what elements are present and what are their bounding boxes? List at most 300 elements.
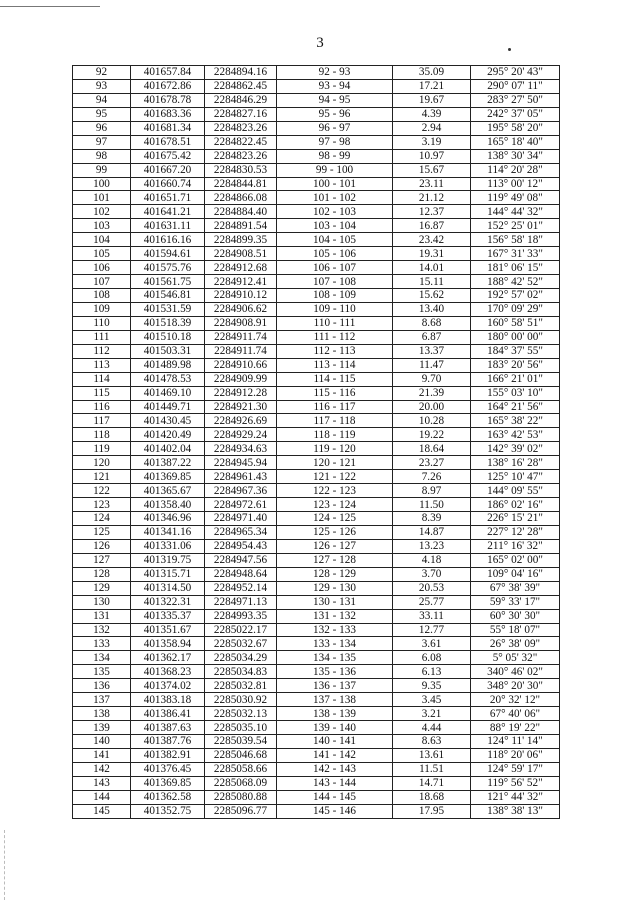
- y-coordinate-cell: 2285035.10: [205, 721, 277, 735]
- point-number-cell: 102: [73, 205, 131, 219]
- point-number-cell: 121: [73, 470, 131, 484]
- bearing-cell: 5° 05' 32": [471, 651, 560, 665]
- x-coordinate-cell: 401546.81: [131, 289, 205, 303]
- x-coordinate-cell: 401678.51: [131, 135, 205, 149]
- segment-cell: 103 - 104: [277, 219, 393, 233]
- x-coordinate-cell: 401382.91: [131, 748, 205, 762]
- table-row: [73, 205, 560, 219]
- point-number-cell: 143: [73, 776, 131, 790]
- length-cell: 6.08: [393, 651, 471, 665]
- point-number-cell: 109: [73, 302, 131, 316]
- segment-cell: 107 - 108: [277, 275, 393, 289]
- bearing-cell: 109° 04' 16": [471, 567, 560, 581]
- y-coordinate-cell: 2284827.16: [205, 107, 277, 121]
- point-number-cell: 110: [73, 316, 131, 330]
- bearing-cell: 118° 20' 06": [471, 748, 560, 762]
- bearing-cell: 164° 21' 56": [471, 400, 560, 414]
- table-row: [73, 581, 560, 595]
- table-row: [73, 665, 560, 679]
- segment-cell: 130 - 131: [277, 595, 393, 609]
- x-coordinate-cell: 401331.06: [131, 539, 205, 553]
- point-number-cell: 145: [73, 804, 131, 818]
- table-row: [73, 121, 560, 135]
- bearing-cell: 20° 32' 12": [471, 693, 560, 707]
- segment-cell: 119 - 120: [277, 442, 393, 456]
- point-number-cell: 138: [73, 707, 131, 721]
- length-cell: 14.71: [393, 776, 471, 790]
- segment-cell: 94 - 95: [277, 93, 393, 107]
- y-coordinate-cell: 2284862.45: [205, 79, 277, 93]
- x-coordinate-cell: 401402.04: [131, 442, 205, 456]
- x-coordinate-cell: 401319.75: [131, 553, 205, 567]
- point-number-cell: 103: [73, 219, 131, 233]
- segment-cell: 123 - 124: [277, 498, 393, 512]
- table-row: [73, 93, 560, 107]
- length-cell: 8.39: [393, 512, 471, 526]
- x-coordinate-cell: 401641.21: [131, 205, 205, 219]
- table-row: [73, 219, 560, 233]
- length-cell: 33.11: [393, 609, 471, 623]
- table-row: [73, 107, 560, 121]
- segment-cell: 139 - 140: [277, 721, 393, 735]
- segment-cell: 122 - 123: [277, 484, 393, 498]
- x-coordinate-cell: 401374.02: [131, 679, 205, 693]
- point-number-cell: 136: [73, 679, 131, 693]
- table-row: [73, 679, 560, 693]
- point-number-cell: 92: [73, 66, 131, 80]
- length-cell: 16.87: [393, 219, 471, 233]
- y-coordinate-cell: 2284844.81: [205, 177, 277, 191]
- segment-cell: 110 - 111: [277, 316, 393, 330]
- bearing-cell: 55° 18' 07": [471, 623, 560, 637]
- segment-cell: 113 - 114: [277, 358, 393, 372]
- point-number-cell: 122: [73, 484, 131, 498]
- x-coordinate-cell: 401352.75: [131, 804, 205, 818]
- y-coordinate-cell: 2285058.66: [205, 762, 277, 776]
- x-coordinate-cell: 401383.18: [131, 693, 205, 707]
- table-row: [73, 470, 560, 484]
- bearing-cell: 167° 31' 33": [471, 247, 560, 261]
- segment-cell: 93 - 94: [277, 79, 393, 93]
- table-row: [73, 776, 560, 790]
- x-coordinate-cell: 401314.50: [131, 581, 205, 595]
- segment-cell: 112 - 113: [277, 344, 393, 358]
- table-row: [73, 498, 560, 512]
- bearing-cell: 155° 03' 10": [471, 386, 560, 400]
- bearing-cell: 340° 46' 02": [471, 665, 560, 679]
- x-coordinate-cell: 401503.31: [131, 344, 205, 358]
- length-cell: 3.70: [393, 567, 471, 581]
- point-number-cell: 114: [73, 372, 131, 386]
- y-coordinate-cell: 2285034.29: [205, 651, 277, 665]
- table-row: [73, 539, 560, 553]
- bearing-cell: 283° 27' 50": [471, 93, 560, 107]
- segment-cell: 101 - 102: [277, 191, 393, 205]
- y-coordinate-cell: 2284965.34: [205, 525, 277, 539]
- bearing-cell: 160° 58' 51": [471, 316, 560, 330]
- segment-cell: 114 - 115: [277, 372, 393, 386]
- point-number-cell: 113: [73, 358, 131, 372]
- x-coordinate-cell: 401681.34: [131, 121, 205, 135]
- x-coordinate-cell: 401531.59: [131, 302, 205, 316]
- point-number-cell: 129: [73, 581, 131, 595]
- x-coordinate-cell: 401341.16: [131, 525, 205, 539]
- table-row: [73, 609, 560, 623]
- table-row: [73, 428, 560, 442]
- bearing-cell: 119° 49' 08": [471, 191, 560, 205]
- table-row: [73, 316, 560, 330]
- point-number-cell: 97: [73, 135, 131, 149]
- point-number-cell: 124: [73, 512, 131, 526]
- bearing-cell: 184° 37' 55": [471, 344, 560, 358]
- table-row: [73, 721, 560, 735]
- bearing-cell: 211° 16' 32": [471, 539, 560, 553]
- y-coordinate-cell: 2284846.29: [205, 93, 277, 107]
- y-coordinate-cell: 2284891.54: [205, 219, 277, 233]
- bearing-cell: 165° 18' 40": [471, 135, 560, 149]
- x-coordinate-cell: 401387.22: [131, 456, 205, 470]
- y-coordinate-cell: 2284921.30: [205, 400, 277, 414]
- point-number-cell: 118: [73, 428, 131, 442]
- table-row: [73, 149, 560, 163]
- point-number-cell: 125: [73, 525, 131, 539]
- segment-cell: 111 - 112: [277, 330, 393, 344]
- bearing-cell: 156° 58' 18": [471, 233, 560, 247]
- bearing-cell: 124° 59' 17": [471, 762, 560, 776]
- y-coordinate-cell: 2284945.94: [205, 456, 277, 470]
- point-number-cell: 120: [73, 456, 131, 470]
- segment-cell: 137 - 138: [277, 693, 393, 707]
- length-cell: 11.50: [393, 498, 471, 512]
- point-number-cell: 132: [73, 623, 131, 637]
- y-coordinate-cell: 2285046.68: [205, 748, 277, 762]
- length-cell: 18.68: [393, 790, 471, 804]
- table-row: [73, 247, 560, 261]
- bearing-cell: 142° 39' 02": [471, 442, 560, 456]
- x-coordinate-cell: 401518.39: [131, 316, 205, 330]
- point-number-cell: 131: [73, 609, 131, 623]
- y-coordinate-cell: 2285030.92: [205, 693, 277, 707]
- bearing-cell: 192° 57' 02": [471, 289, 560, 303]
- y-coordinate-cell: 2284908.91: [205, 316, 277, 330]
- segment-cell: 99 - 100: [277, 163, 393, 177]
- point-number-cell: 133: [73, 637, 131, 651]
- point-number-cell: 134: [73, 651, 131, 665]
- y-coordinate-cell: 2285096.77: [205, 804, 277, 818]
- length-cell: 19.22: [393, 428, 471, 442]
- table-row: [73, 135, 560, 149]
- bearing-cell: 186° 02' 16": [471, 498, 560, 512]
- length-cell: 23.27: [393, 456, 471, 470]
- segment-cell: 131 - 132: [277, 609, 393, 623]
- x-coordinate-cell: 401449.71: [131, 400, 205, 414]
- bearing-cell: 26° 38' 09": [471, 637, 560, 651]
- x-coordinate-cell: 401358.94: [131, 637, 205, 651]
- bearing-cell: 183° 20' 56": [471, 358, 560, 372]
- table-row: [73, 637, 560, 651]
- table-row: [73, 302, 560, 316]
- y-coordinate-cell: 2284934.63: [205, 442, 277, 456]
- point-number-cell: 101: [73, 191, 131, 205]
- length-cell: 14.87: [393, 525, 471, 539]
- table-row: [73, 804, 560, 818]
- segment-cell: 100 - 101: [277, 177, 393, 191]
- coordinates-table: [72, 65, 560, 819]
- table-row: [73, 707, 560, 721]
- length-cell: 7.26: [393, 470, 471, 484]
- point-number-cell: 108: [73, 289, 131, 303]
- point-number-cell: 127: [73, 553, 131, 567]
- segment-cell: 98 - 99: [277, 149, 393, 163]
- segment-cell: 135 - 136: [277, 665, 393, 679]
- length-cell: 8.97: [393, 484, 471, 498]
- y-coordinate-cell: 2284884.40: [205, 205, 277, 219]
- bearing-cell: 348° 20' 30": [471, 679, 560, 693]
- margin-line: [4, 830, 5, 900]
- segment-cell: 136 - 137: [277, 679, 393, 693]
- segment-cell: 141 - 142: [277, 748, 393, 762]
- bearing-cell: 165° 02' 00": [471, 553, 560, 567]
- bearing-cell: 152° 25' 01": [471, 219, 560, 233]
- point-number-cell: 112: [73, 344, 131, 358]
- point-number-cell: 128: [73, 567, 131, 581]
- y-coordinate-cell: 2284823.26: [205, 149, 277, 163]
- point-number-cell: 130: [73, 595, 131, 609]
- y-coordinate-cell: 2284954.43: [205, 539, 277, 553]
- y-coordinate-cell: 2284899.35: [205, 233, 277, 247]
- bearing-cell: 226° 15' 21": [471, 512, 560, 526]
- y-coordinate-cell: 2285080.88: [205, 790, 277, 804]
- bearing-cell: 125° 10' 47": [471, 470, 560, 484]
- segment-cell: 127 - 128: [277, 553, 393, 567]
- length-cell: 3.21: [393, 707, 471, 721]
- bearing-cell: 144° 44' 32": [471, 205, 560, 219]
- x-coordinate-cell: 401478.53: [131, 372, 205, 386]
- x-coordinate-cell: 401420.49: [131, 428, 205, 442]
- y-coordinate-cell: 2284971.40: [205, 512, 277, 526]
- bearing-cell: 144° 09' 55": [471, 484, 560, 498]
- length-cell: 9.35: [393, 679, 471, 693]
- point-number-cell: 104: [73, 233, 131, 247]
- segment-cell: 109 - 110: [277, 302, 393, 316]
- segment-cell: 133 - 134: [277, 637, 393, 651]
- table-row: [73, 456, 560, 470]
- point-number-cell: 111: [73, 330, 131, 344]
- x-coordinate-cell: 401651.71: [131, 191, 205, 205]
- bearing-cell: 138° 38' 13": [471, 804, 560, 818]
- segment-cell: 138 - 139: [277, 707, 393, 721]
- length-cell: 20.00: [393, 400, 471, 414]
- y-coordinate-cell: 2284929.24: [205, 428, 277, 442]
- x-coordinate-cell: 401387.76: [131, 735, 205, 749]
- bearing-cell: 124° 11' 14": [471, 735, 560, 749]
- segment-cell: 145 - 146: [277, 804, 393, 818]
- bearing-cell: 195° 58' 20": [471, 121, 560, 135]
- length-cell: 6.87: [393, 330, 471, 344]
- length-cell: 17.95: [393, 804, 471, 818]
- table-row: [73, 484, 560, 498]
- segment-cell: 105 - 106: [277, 247, 393, 261]
- y-coordinate-cell: 2284912.41: [205, 275, 277, 289]
- bearing-cell: 180° 00' 00": [471, 330, 560, 344]
- segment-cell: 134 - 135: [277, 651, 393, 665]
- table-row: [73, 289, 560, 303]
- y-coordinate-cell: 2284948.64: [205, 567, 277, 581]
- segment-cell: 106 - 107: [277, 261, 393, 275]
- point-number-cell: 117: [73, 414, 131, 428]
- segment-cell: 132 - 133: [277, 623, 393, 637]
- point-number-cell: 144: [73, 790, 131, 804]
- point-number-cell: 100: [73, 177, 131, 191]
- length-cell: 15.11: [393, 275, 471, 289]
- length-cell: 9.70: [393, 372, 471, 386]
- x-coordinate-cell: 401489.98: [131, 358, 205, 372]
- table-row: [73, 525, 560, 539]
- bearing-cell: 166° 21' 01": [471, 372, 560, 386]
- segment-cell: 118 - 119: [277, 428, 393, 442]
- segment-cell: 124 - 125: [277, 512, 393, 526]
- point-number-cell: 116: [73, 400, 131, 414]
- y-coordinate-cell: 2284912.68: [205, 261, 277, 275]
- segment-cell: 120 - 121: [277, 456, 393, 470]
- x-coordinate-cell: 401335.37: [131, 609, 205, 623]
- x-coordinate-cell: 401510.18: [131, 330, 205, 344]
- bearing-cell: 88° 19' 22": [471, 721, 560, 735]
- point-number-cell: 96: [73, 121, 131, 135]
- x-coordinate-cell: 401660.74: [131, 177, 205, 191]
- y-coordinate-cell: 2284910.12: [205, 289, 277, 303]
- x-coordinate-cell: 401561.75: [131, 275, 205, 289]
- point-number-cell: 135: [73, 665, 131, 679]
- point-number-cell: 99: [73, 163, 131, 177]
- length-cell: 21.12: [393, 191, 471, 205]
- point-number-cell: 139: [73, 721, 131, 735]
- bearing-cell: 114° 20' 28": [471, 163, 560, 177]
- point-number-cell: 141: [73, 748, 131, 762]
- point-number-cell: 106: [73, 261, 131, 275]
- length-cell: 23.11: [393, 177, 471, 191]
- point-number-cell: 115: [73, 386, 131, 400]
- table-row: [73, 330, 560, 344]
- bearing-cell: 163° 42' 53": [471, 428, 560, 442]
- y-coordinate-cell: 2284911.74: [205, 330, 277, 344]
- segment-cell: 129 - 130: [277, 581, 393, 595]
- length-cell: 23.42: [393, 233, 471, 247]
- table-row: [73, 400, 560, 414]
- point-number-cell: 93: [73, 79, 131, 93]
- x-coordinate-cell: 401616.16: [131, 233, 205, 247]
- segment-cell: 144 - 145: [277, 790, 393, 804]
- point-number-cell: 140: [73, 735, 131, 749]
- segment-cell: 96 - 97: [277, 121, 393, 135]
- length-cell: 10.97: [393, 149, 471, 163]
- segment-cell: 126 - 127: [277, 539, 393, 553]
- x-coordinate-cell: 401683.36: [131, 107, 205, 121]
- length-cell: 10.28: [393, 414, 471, 428]
- y-coordinate-cell: 2284822.45: [205, 135, 277, 149]
- table-row: [73, 595, 560, 609]
- y-coordinate-cell: 2284866.08: [205, 191, 277, 205]
- y-coordinate-cell: 2284912.28: [205, 386, 277, 400]
- y-coordinate-cell: 2284911.74: [205, 344, 277, 358]
- segment-cell: 140 - 141: [277, 735, 393, 749]
- x-coordinate-cell: 401386.41: [131, 707, 205, 721]
- length-cell: 20.53: [393, 581, 471, 595]
- bearing-cell: 170° 09' 29": [471, 302, 560, 316]
- point-number-cell: 98: [73, 149, 131, 163]
- table-row: [73, 651, 560, 665]
- table-row: [73, 79, 560, 93]
- table-row: [73, 191, 560, 205]
- y-coordinate-cell: 2284926.69: [205, 414, 277, 428]
- x-coordinate-cell: 401369.85: [131, 470, 205, 484]
- table-row: [73, 177, 560, 191]
- y-coordinate-cell: 2284909.99: [205, 372, 277, 386]
- bearing-cell: 165° 38' 22": [471, 414, 560, 428]
- point-number-cell: 123: [73, 498, 131, 512]
- length-cell: 13.37: [393, 344, 471, 358]
- bearing-cell: 60° 30' 30": [471, 609, 560, 623]
- point-number-cell: 119: [73, 442, 131, 456]
- top-rule: [0, 6, 100, 7]
- table-row: [73, 261, 560, 275]
- table-row: [73, 358, 560, 372]
- x-coordinate-cell: 401362.58: [131, 790, 205, 804]
- length-cell: 6.13: [393, 665, 471, 679]
- x-coordinate-cell: 401469.10: [131, 386, 205, 400]
- table-row: [73, 512, 560, 526]
- length-cell: 4.18: [393, 553, 471, 567]
- bearing-cell: 138° 30' 34": [471, 149, 560, 163]
- x-coordinate-cell: 401346.96: [131, 512, 205, 526]
- point-number-cell: 107: [73, 275, 131, 289]
- y-coordinate-cell: 2284971.13: [205, 595, 277, 609]
- y-coordinate-cell: 2285039.54: [205, 735, 277, 749]
- table-row: [73, 762, 560, 776]
- x-coordinate-cell: 401678.78: [131, 93, 205, 107]
- table-row: [73, 553, 560, 567]
- y-coordinate-cell: 2284910.66: [205, 358, 277, 372]
- length-cell: 25.77: [393, 595, 471, 609]
- table-row: [73, 735, 560, 749]
- x-coordinate-cell: 401376.45: [131, 762, 205, 776]
- y-coordinate-cell: 2285022.17: [205, 623, 277, 637]
- length-cell: 18.64: [393, 442, 471, 456]
- segment-cell: 97 - 98: [277, 135, 393, 149]
- y-coordinate-cell: 2284894.16: [205, 66, 277, 80]
- scan-dot: [508, 48, 511, 51]
- table-row: [73, 693, 560, 707]
- segment-cell: 116 - 117: [277, 400, 393, 414]
- length-cell: 35.09: [393, 66, 471, 80]
- point-number-cell: 94: [73, 93, 131, 107]
- length-cell: 13.61: [393, 748, 471, 762]
- x-coordinate-cell: 401368.23: [131, 665, 205, 679]
- bearing-cell: 138° 16' 28": [471, 456, 560, 470]
- bearing-cell: 295° 20' 43": [471, 66, 560, 80]
- bearing-cell: 59° 33' 17": [471, 595, 560, 609]
- x-coordinate-cell: 401387.63: [131, 721, 205, 735]
- length-cell: 14.01: [393, 261, 471, 275]
- bearing-cell: 181° 06' 15": [471, 261, 560, 275]
- length-cell: 3.19: [393, 135, 471, 149]
- table-row: [73, 163, 560, 177]
- y-coordinate-cell: 2284972.61: [205, 498, 277, 512]
- length-cell: 19.67: [393, 93, 471, 107]
- length-cell: 13.23: [393, 539, 471, 553]
- bearing-cell: 119° 56' 52": [471, 776, 560, 790]
- table-row: [73, 567, 560, 581]
